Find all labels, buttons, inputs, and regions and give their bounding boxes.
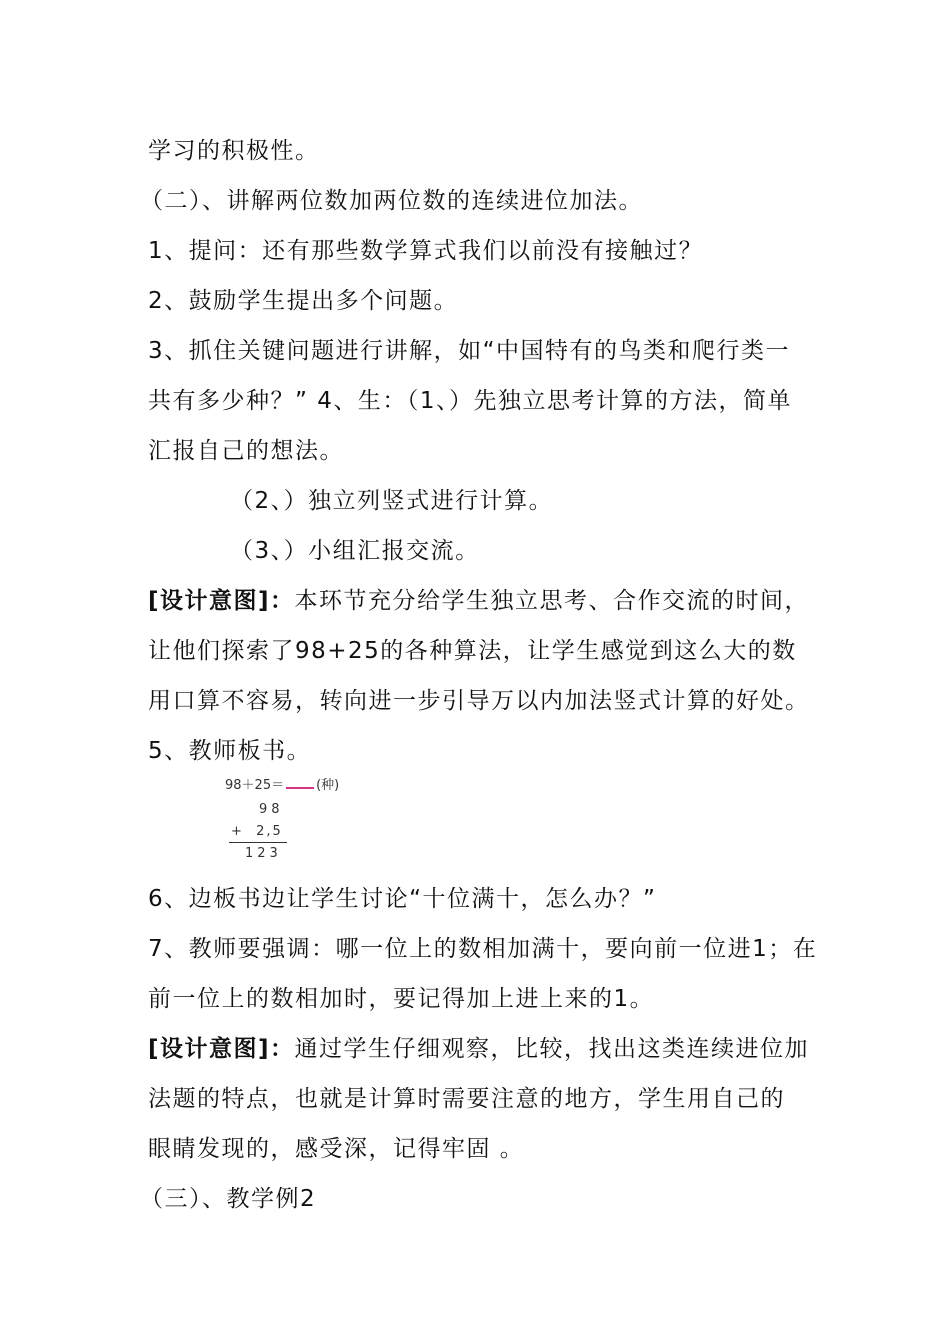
paragraph-line: 共有多少种？” 4、生：（1、）先独立思考计算的方法，简单 xyxy=(148,388,792,414)
paragraph-line-indented: （3、）小组汇报交流。 xyxy=(230,538,480,564)
paragraph-line: 7、教师要强调：哪一位上的数相加满十，要向前一位进1；在 xyxy=(148,936,818,962)
vertical-sum: 123 xyxy=(245,846,282,861)
board-equation xyxy=(225,774,339,793)
paragraph-line: 3、抓住关键问题进行讲解，如“中国特有的鸟类和爬行类一 xyxy=(148,338,791,364)
paragraph-line: 眼睛发现的，感受深，记得牢固 。 xyxy=(148,1136,525,1162)
paragraph-line: 让他们探索了98+25的各种算法，让学生感觉到这么大的数 xyxy=(148,638,797,664)
section-heading-3: （三）、教学例2 xyxy=(140,1186,317,1212)
design-intent-label: [设计意图]： xyxy=(148,1036,295,1062)
design-intent-1 xyxy=(148,586,830,616)
paragraph-line: 1、提问：还有那些数学算式我们以前没有接触过？ xyxy=(148,238,704,264)
board-figure xyxy=(225,770,375,865)
paragraph-line: 学习的积极性。 xyxy=(148,138,320,164)
board-equation-unit: (种) xyxy=(316,778,340,793)
vertical-addend-2: + 2,5 xyxy=(231,824,283,839)
paragraph-line: 前一位上的数相加时，要记得加上进上来的1。 xyxy=(148,986,655,1012)
sum-rule xyxy=(229,842,287,843)
paragraph-line: 用口算不容易，转向进一步引导万以内加法竖式计算的好处。 xyxy=(148,688,810,714)
paragraph-line: 法题的特点，也就是计算时需要注意的地方，学生用自己的 xyxy=(148,1086,785,1112)
paragraph-line: 2、鼓励学生提出多个问题。 xyxy=(148,288,459,314)
paragraph-line-indented: （2、）独立列竖式进行计算。 xyxy=(230,488,554,514)
paragraph-line: 5、教师板书。 xyxy=(148,738,312,764)
vertical-addend-1: 98 xyxy=(259,802,284,817)
board-equation-left: 98＋25＝ xyxy=(225,778,285,793)
answer-blank xyxy=(286,776,314,789)
design-intent-text: 通过学生仔细观察，比较，找出这类连续进位加 xyxy=(294,1036,810,1062)
design-intent-text: 本环节充分给学生独立思考、合作交流的时间， xyxy=(294,588,810,614)
section-heading-2: （二）、讲解两位数加两位数的连续进位加法。 xyxy=(140,188,643,214)
paragraph-line: 汇报自己的想法。 xyxy=(148,438,344,464)
design-intent-2 xyxy=(148,1034,830,1064)
design-intent-label: [设计意图]： xyxy=(148,588,295,614)
paragraph-line: 6、边板书边让学生讨论“十位满十，怎么办？” xyxy=(148,886,657,912)
